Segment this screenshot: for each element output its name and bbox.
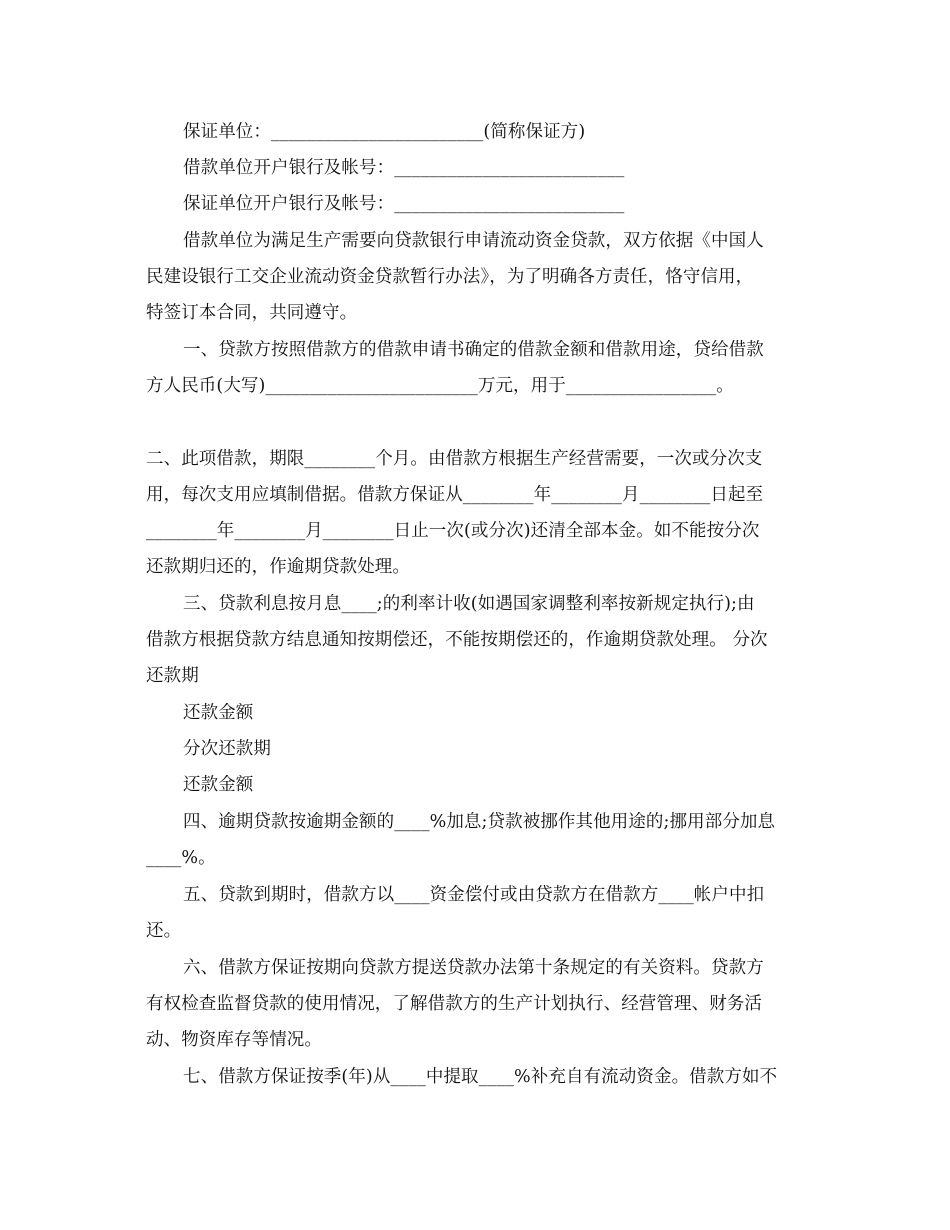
guarantor-bank-account-line: 保证单位开户银行及帐号：__________________________	[183, 194, 625, 214]
clause-4-line: 四、逾期贷款按逾期金额的____%加息;贷款被挪作其他用途的;挪用部分加息	[183, 812, 776, 832]
clause-6-line: 动、物资库存等情况。	[146, 1030, 322, 1050]
clause-6-line: 六、借款方保证按期向贷款方提送贷款办法第十条规定的有关资料。贷款方	[183, 958, 764, 978]
repay-amount-label: 还款金额	[183, 775, 254, 795]
guarantor-unit-line: 保证单位：________________________(简称保证方)	[183, 122, 586, 142]
clause-3-line: 借款方根据贷款方结息通知按期偿还，不能按期偿还的，作逾期贷款处理。 分次	[146, 630, 768, 650]
repay-period-label: 分次还款期	[183, 739, 271, 759]
clause-2-line: ________年________月________日止一次(或分次)还清全部本金。如不能按分次	[146, 521, 760, 541]
clause-1-line: 一、贷款方按照借款方的借款申请书确定的借款金额和借款用途，贷给借款	[183, 340, 764, 360]
clause-3-line: 还款期	[146, 666, 199, 686]
clause-4-line: ____%。	[146, 848, 216, 868]
clause-5-line: 还。	[146, 921, 182, 941]
clause-6-line: 有权检查监督贷款的使用情况，了解借款方的生产计划执行、经营管理、财务活	[146, 994, 762, 1014]
clause-2-line: 还款期归还的，作逾期贷款处理。	[146, 557, 410, 577]
clause-2-line: 用，每次支用应填制借据。借款方保证从________年________月________日起至	[146, 485, 764, 505]
clause-2-line: 二、此项借款，期限________个月。由借款方根据生产经营需要，一次或分次支	[146, 449, 763, 469]
intro-paragraph-line: 民建设银行工交企业流动资金贷款暂行办法》，为了明确各方责任，恪守信用，	[146, 267, 754, 287]
clause-1-line: 方人民币(大写)________________________万元，用于_________________。	[146, 376, 734, 396]
clause-7-line: 七、借款方保证按季(年)从____中提取____%补充自有流动资金。借款方如不	[183, 1067, 778, 1087]
repay-amount-label: 还款金额	[183, 703, 254, 723]
intro-paragraph-line: 特签订本合同，共同遵守。	[146, 303, 358, 323]
intro-paragraph-line: 借款单位为满足生产需要向贷款银行申请流动资金贷款，双方依据《中国人	[183, 231, 764, 251]
clause-5-line: 五、贷款到期时，借款方以____资金偿付或由贷款方在借款方____帐户中扣	[183, 885, 765, 905]
borrower-bank-account-line: 借款单位开户银行及帐号：__________________________	[183, 158, 625, 178]
clause-3-line: 三、贷款利息按月息____;的利率计收(如遇国家调整利率按新规定执行);由	[183, 594, 755, 614]
